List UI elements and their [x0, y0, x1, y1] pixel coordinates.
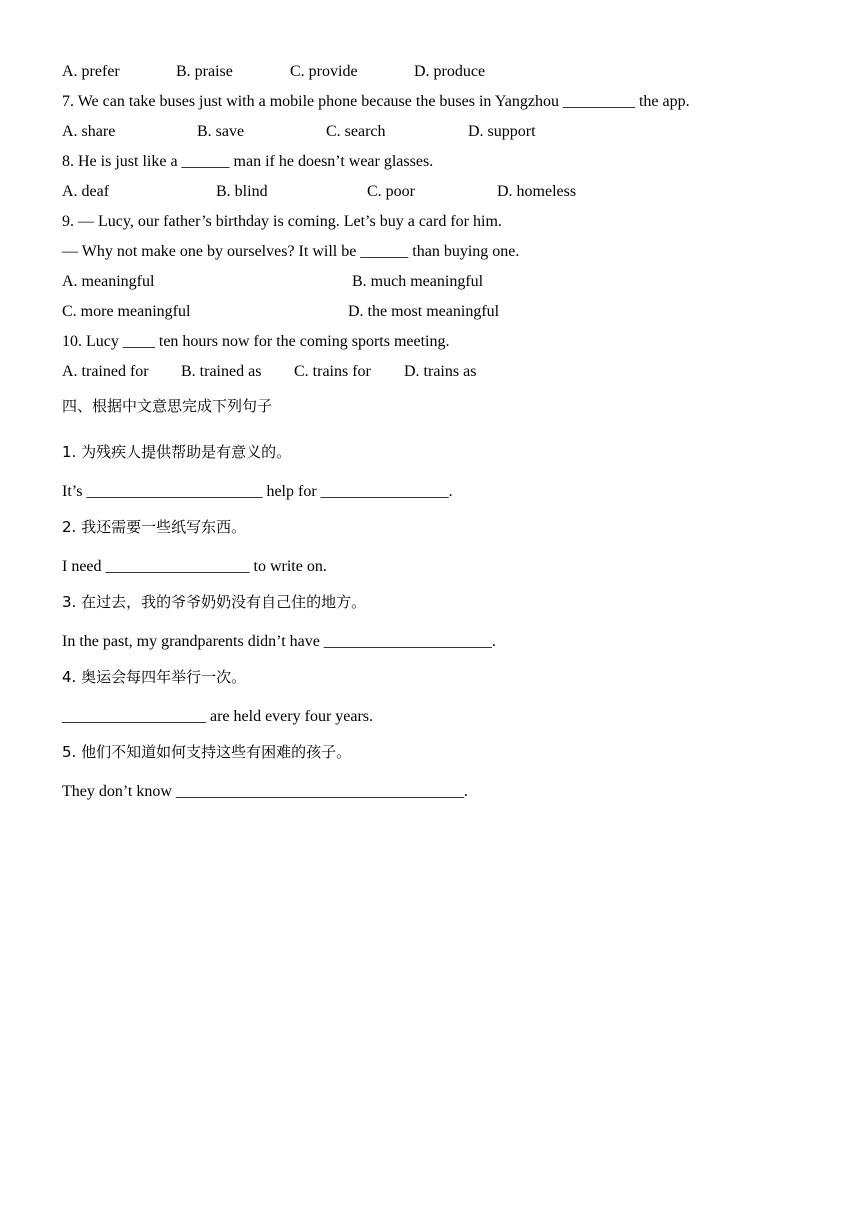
- item-english-answer-line: In the past, my grandparents didn’t have _____________________.: [62, 633, 496, 650]
- q8-stem: 8. He is just like a ______ man if he doesn’t wear glasses.: [62, 153, 434, 170]
- q9-reply: — Why not make one by ourselves? It will be ______ than buying one.: [62, 243, 520, 260]
- q7-option-a: A. share: [62, 123, 116, 140]
- q10-stem: 10. Lucy ____ ten hours now for the coming sports meeting.: [62, 333, 450, 350]
- q7-stem: 7. We can take buses just with a mobile phone because the buses in Yangzhou _________ the app.: [62, 93, 690, 110]
- item-chinese-prompt: 5. 他们不知道如何支持这些有困难的孩子。: [62, 743, 352, 761]
- q9-option-c: C. more meaningful: [62, 303, 191, 320]
- q9-stem: 9. — Lucy, our father’s birthday is coming. Let’s buy a card for him.: [62, 213, 502, 230]
- q10-option-b: B. trained as: [181, 363, 262, 380]
- item-chinese-prompt: 2. 我还需要一些纸写东西。: [62, 518, 247, 536]
- q6-option-d: D. produce: [414, 63, 486, 80]
- q8-option-b: B. blind: [216, 183, 268, 200]
- item-english-answer-line: I need __________________ to write on.: [62, 558, 327, 575]
- q6-option-c: C. provide: [290, 63, 358, 80]
- q6-option-a: A. prefer: [62, 63, 120, 80]
- q6-option-b: B. praise: [176, 63, 233, 80]
- q9-option-a: A. meaningful: [62, 273, 155, 290]
- q7-option-d: D. support: [468, 123, 536, 140]
- q9-option-d: D. the most meaningful: [348, 303, 500, 320]
- q8-option-c: C. poor: [367, 183, 415, 200]
- q10-option-a: A. trained for: [62, 363, 149, 380]
- item-chinese-prompt: 4. 奥运会每四年举行一次。: [62, 668, 247, 686]
- q9-option-b: B. much meaningful: [352, 273, 484, 290]
- item-english-answer-line: They don’t know ____________________________________.: [62, 783, 468, 800]
- q8-option-d: D. homeless: [497, 183, 577, 200]
- item-chinese-prompt: 3. 在过去，我的爷爷奶奶没有自己住的地方。: [62, 593, 367, 611]
- q10-option-d: D. trains as: [404, 363, 477, 380]
- q8-option-a: A. deaf: [62, 183, 110, 200]
- section-heading: 四、根据中文意思完成下列句子: [62, 397, 273, 415]
- q10-option-c: C. trains for: [294, 363, 371, 380]
- item-english-answer-line: __________________ are held every four years.: [62, 708, 374, 725]
- q7-option-b: B. save: [197, 123, 245, 140]
- item-chinese-prompt: 1. 为残疾人提供帮助是有意义的。: [62, 443, 292, 461]
- q7-option-c: C. search: [326, 123, 386, 140]
- item-english-answer-line: It’s ______________________ help for ________________.: [62, 483, 453, 500]
